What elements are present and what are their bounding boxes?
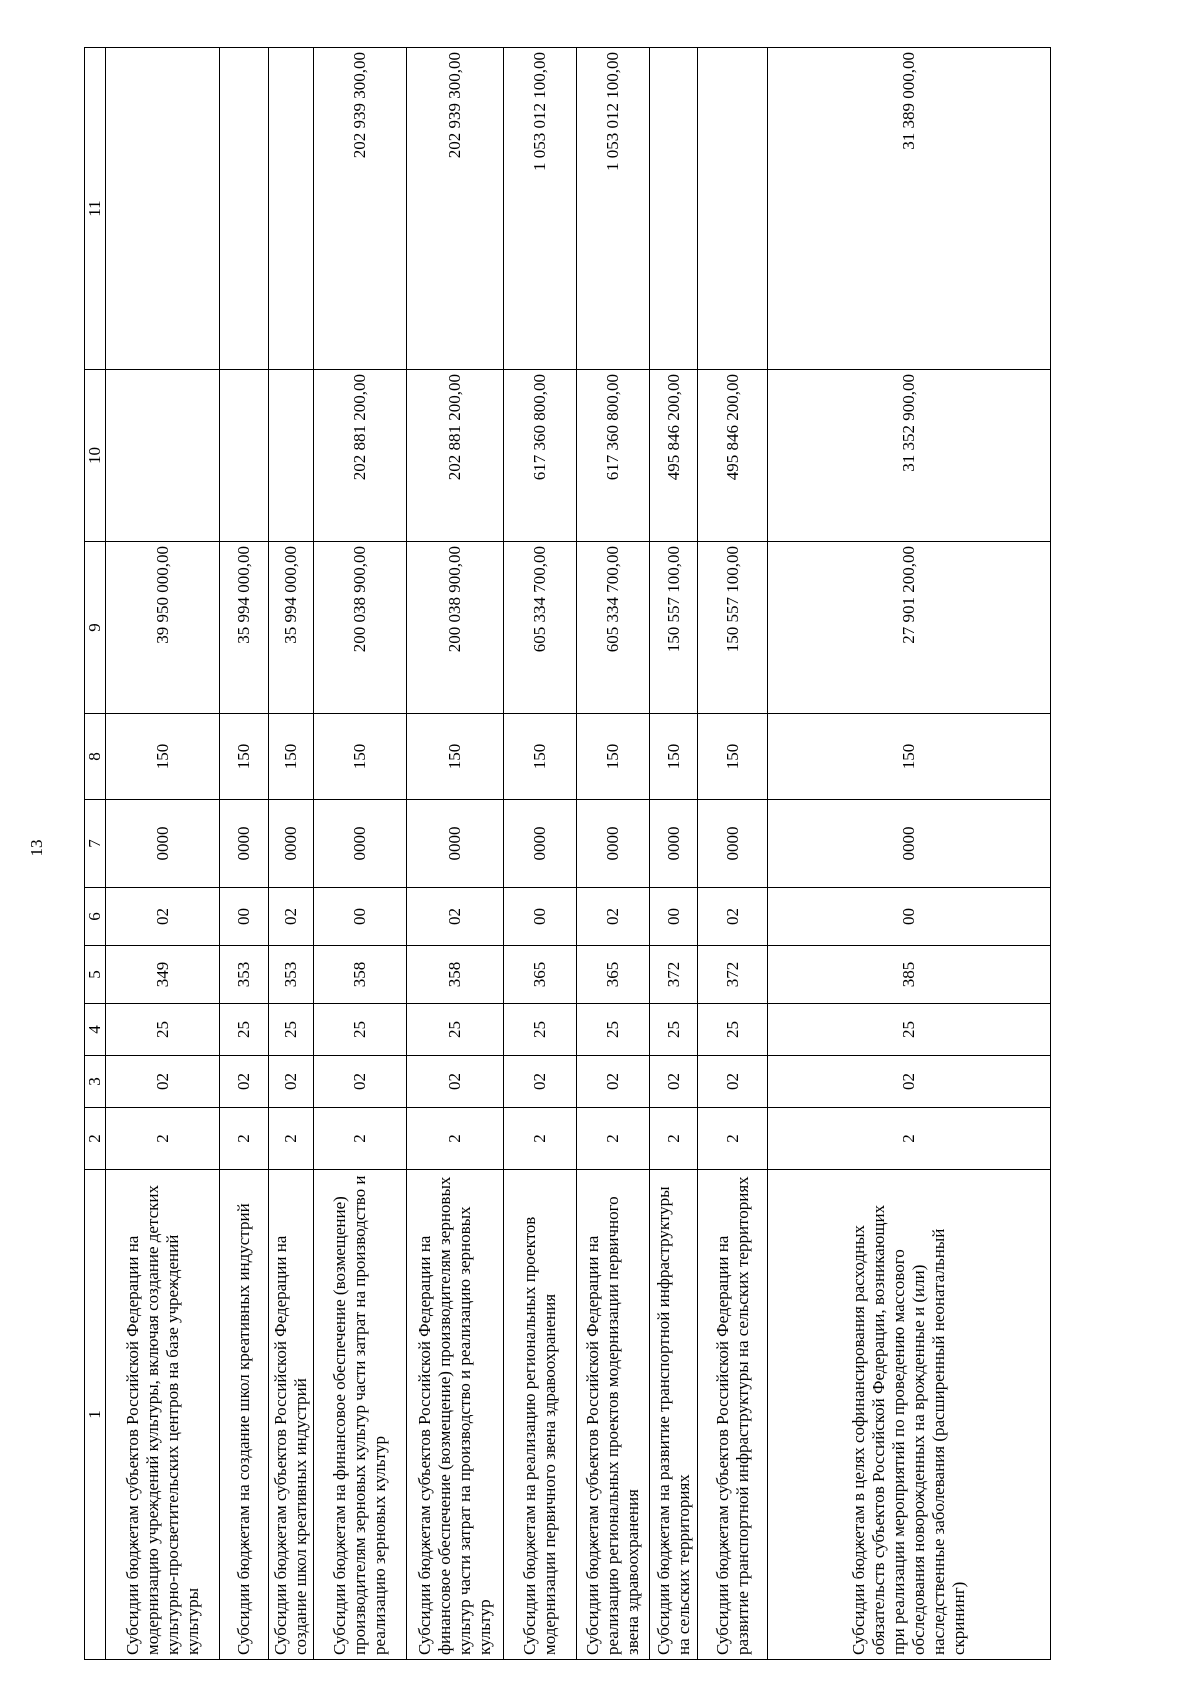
code-cell: 00 <box>504 888 577 946</box>
amount-cell: 202 881 200,00 <box>407 370 504 542</box>
amount-cell: 495 846 200,00 <box>698 370 768 542</box>
table-row <box>269 48 314 1660</box>
amount-cell: 31 352 900,00 <box>768 370 1051 542</box>
code-cell: 02 <box>314 1056 407 1108</box>
amount-cell: 1 053 012 100,00 <box>577 48 650 370</box>
code-cell: 0000 <box>106 800 220 888</box>
code-cell: 2 <box>577 1108 650 1170</box>
code-cell: 00 <box>220 888 269 946</box>
code-cell: 02 <box>407 888 504 946</box>
table-row <box>650 48 698 1660</box>
code-cell: 00 <box>768 888 1051 946</box>
header-cell: 8 <box>85 714 106 800</box>
code-cell: 0000 <box>269 800 314 888</box>
header-cell: 11 <box>85 48 106 370</box>
code-cell: 353 <box>269 946 314 1004</box>
code-cell: 0000 <box>577 800 650 888</box>
code-cell: 150 <box>768 714 1051 800</box>
row-description: Субсидии бюджетам субъектов Российской Федерации на финансовое обеспечение (возмещение) производителям зерновых культур части затрат на производство и реализацию зерновых культур <box>407 1170 504 1660</box>
amount-cell: 202 881 200,00 <box>314 370 407 542</box>
budget-table <box>84 47 1051 1660</box>
code-cell: 372 <box>650 946 698 1004</box>
code-cell: 0000 <box>407 800 504 888</box>
code-cell: 02 <box>577 888 650 946</box>
amount-cell <box>698 48 768 370</box>
code-cell: 25 <box>106 1004 220 1056</box>
code-cell: 365 <box>504 946 577 1004</box>
code-cell: 358 <box>314 946 407 1004</box>
page-number: 13 <box>27 839 46 857</box>
code-cell: 150 <box>504 714 577 800</box>
code-cell: 25 <box>650 1004 698 1056</box>
table-row <box>106 48 220 1660</box>
amount-cell: 617 360 800,00 <box>504 370 577 542</box>
code-cell: 353 <box>220 946 269 1004</box>
amount-cell: 150 557 100,00 <box>650 542 698 714</box>
code-cell: 25 <box>577 1004 650 1056</box>
table-row <box>220 48 269 1660</box>
code-cell: 02 <box>106 1056 220 1108</box>
table-row <box>577 48 650 1660</box>
code-cell: 25 <box>407 1004 504 1056</box>
code-cell: 150 <box>314 714 407 800</box>
code-cell: 385 <box>768 946 1051 1004</box>
amount-cell: 202 939 300,00 <box>314 48 407 370</box>
amount-cell <box>650 48 698 370</box>
code-cell: 0000 <box>768 800 1051 888</box>
code-cell: 2 <box>407 1108 504 1170</box>
row-description: Субсидии бюджетам субъектов Российской Федерации на создание школ креативных индустрий <box>269 1170 314 1660</box>
code-cell: 2 <box>650 1108 698 1170</box>
amount-cell: 31 389 000,00 <box>768 48 1051 370</box>
amount-cell: 27 901 200,00 <box>768 542 1051 714</box>
table-row <box>407 48 504 1660</box>
code-cell: 150 <box>220 714 269 800</box>
code-cell: 02 <box>269 888 314 946</box>
amount-cell: 39 950 000,00 <box>106 542 220 714</box>
code-cell: 2 <box>768 1108 1051 1170</box>
amount-cell: 1 053 012 100,00 <box>504 48 577 370</box>
header-row <box>85 48 106 1660</box>
header-cell: 10 <box>85 370 106 542</box>
amount-cell <box>106 370 220 542</box>
amount-cell: 200 038 900,00 <box>314 542 407 714</box>
code-cell: 150 <box>698 714 768 800</box>
code-cell: 02 <box>698 888 768 946</box>
code-cell: 02 <box>504 1056 577 1108</box>
code-cell: 00 <box>650 888 698 946</box>
row-description: Субсидии бюджетам на реализацию региональных проектов модернизации первичного звена здравоохранения <box>504 1170 577 1660</box>
code-cell: 2 <box>314 1108 407 1170</box>
row-description: Субсидии бюджетам субъектов Российской Федерации на развитие транспортной инфраструктуры на сельских территориях <box>698 1170 768 1660</box>
code-cell: 150 <box>106 714 220 800</box>
code-cell: 25 <box>314 1004 407 1056</box>
row-description: Субсидии бюджетам на финансовое обеспечение (возмещение) производителям зерновых культур части затрат на производство и реализацию зерновых культур <box>314 1170 407 1660</box>
table-row <box>698 48 768 1660</box>
code-cell: 25 <box>768 1004 1051 1056</box>
header-cell: 7 <box>85 800 106 888</box>
code-cell: 02 <box>768 1056 1051 1108</box>
row-description: Субсидии бюджетам на создание школ креативных индустрий <box>220 1170 269 1660</box>
code-cell: 0000 <box>698 800 768 888</box>
amount-cell: 605 334 700,00 <box>504 542 577 714</box>
header-cell: 2 <box>85 1108 106 1170</box>
header-cell: 6 <box>85 888 106 946</box>
amount-cell: 200 038 900,00 <box>407 542 504 714</box>
row-description: Субсидии бюджетам на развитие транспортной инфраструктуры на сельских территориях <box>650 1170 698 1660</box>
code-cell: 150 <box>577 714 650 800</box>
table-row <box>768 48 1051 1660</box>
rotated-table-container <box>84 48 1051 1660</box>
code-cell: 02 <box>650 1056 698 1108</box>
row-description: Субсидии бюджетам в целях софинансирования расходных обязательств субъектов Российской Федерации, возникающих при реализации мероприятий по проведению массового обследования новорожденных на врожденные и (или) наследственные заболевания (расширенный неонатальный скрининг) <box>768 1170 1051 1660</box>
header-cell: 5 <box>85 946 106 1004</box>
code-cell: 2 <box>220 1108 269 1170</box>
code-cell: 02 <box>577 1056 650 1108</box>
header-cell: 3 <box>85 1056 106 1108</box>
code-cell: 25 <box>698 1004 768 1056</box>
code-cell: 02 <box>269 1056 314 1108</box>
code-cell: 0000 <box>220 800 269 888</box>
amount-cell: 35 994 000,00 <box>269 542 314 714</box>
code-cell: 0000 <box>650 800 698 888</box>
code-cell: 00 <box>314 888 407 946</box>
amount-cell: 35 994 000,00 <box>220 542 269 714</box>
code-cell: 02 <box>407 1056 504 1108</box>
code-cell: 349 <box>106 946 220 1004</box>
code-cell: 358 <box>407 946 504 1004</box>
code-cell: 0000 <box>314 800 407 888</box>
code-cell: 150 <box>269 714 314 800</box>
code-cell: 02 <box>698 1056 768 1108</box>
code-cell: 25 <box>269 1004 314 1056</box>
table-row <box>504 48 577 1660</box>
table-row <box>314 48 407 1660</box>
amount-cell: 495 846 200,00 <box>650 370 698 542</box>
header-cell: 9 <box>85 542 106 714</box>
code-cell: 25 <box>504 1004 577 1056</box>
code-cell: 2 <box>698 1108 768 1170</box>
row-description: Субсидии бюджетам субъектов Российской Федерации на модернизацию учреждений культуры, включая создание детских культурно-просветительских центров на базе учреждений культуры <box>106 1170 220 1660</box>
row-description: Субсидии бюджетам субъектов Российской Федерации на реализацию региональных проектов модернизации первичного звена здравоохранения <box>577 1170 650 1660</box>
code-cell: 2 <box>269 1108 314 1170</box>
code-cell: 372 <box>698 946 768 1004</box>
amount-cell <box>220 48 269 370</box>
code-cell: 365 <box>577 946 650 1004</box>
amount-cell <box>269 370 314 542</box>
amount-cell: 150 557 100,00 <box>698 542 768 714</box>
header-cell: 4 <box>85 1004 106 1056</box>
amount-cell: 605 334 700,00 <box>577 542 650 714</box>
code-cell: 02 <box>220 1056 269 1108</box>
code-cell: 0000 <box>504 800 577 888</box>
code-cell: 02 <box>106 888 220 946</box>
amount-cell <box>220 370 269 542</box>
header-cell: 1 <box>85 1170 106 1660</box>
code-cell: 2 <box>106 1108 220 1170</box>
code-cell: 150 <box>650 714 698 800</box>
code-cell: 2 <box>504 1108 577 1170</box>
code-cell: 150 <box>407 714 504 800</box>
amount-cell <box>269 48 314 370</box>
amount-cell: 617 360 800,00 <box>577 370 650 542</box>
amount-cell <box>106 48 220 370</box>
amount-cell: 202 939 300,00 <box>407 48 504 370</box>
code-cell: 25 <box>220 1004 269 1056</box>
